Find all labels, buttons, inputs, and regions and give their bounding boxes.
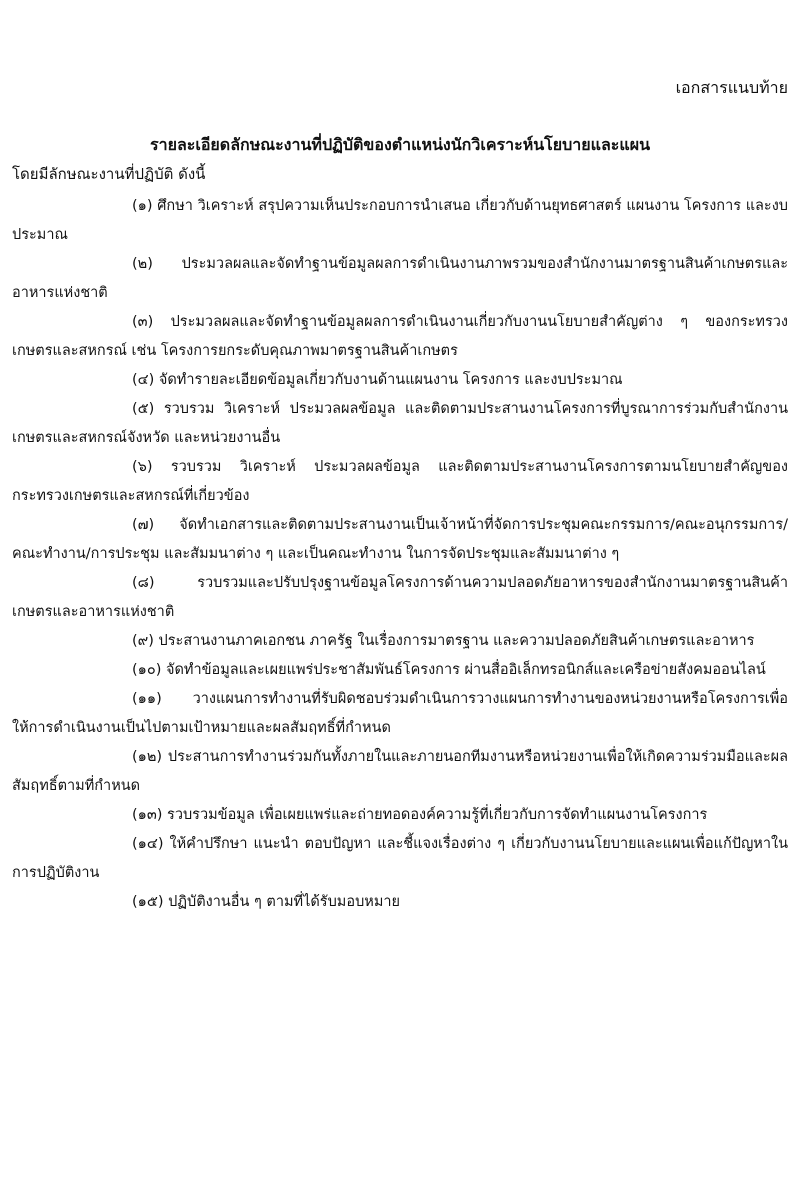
- duty-item-2: (๒) ประมวลผลและจัดทำฐานข้อมูลผลการดำเนินงานภาพรวมของสำนักงานมาตรฐานสินค้าเกษตรและอาหารแห่งชาติ: [12, 256, 788, 301]
- document-intro: โดยมีลักษณะงานที่ปฏิบัติ ดังนี้: [12, 165, 206, 183]
- duty-item-6: (๖) รวบรวม วิเคราะห์ ประมวลผลข้อมูล และติดตามประสานงานโครงการตามนโยบายสำคัญของกระทรวงเกษตรและสหกรณ์ที่เกี่ยวข้อง: [12, 459, 788, 504]
- duty-item-10: (๑๐) จัดทำข้อมูลและเผยแพร่ประชาสัมพันธ์โครงการ ผ่านสื่ออิเล็กทรอนิกส์และเครือข่ายสังคมออนไลน์: [132, 662, 766, 678]
- annex-label: เอกสารแนบท้าย: [675, 78, 788, 97]
- duty-item-5: (๕) รวบรวม วิเคราะห์ ประมวลผลข้อมูล และติดตามประสานงานโครงการที่บูรณาการร่วมกับสำนักงานเกษตรและสหกรณ์จังหวัด และหน่วยงานอื่น: [12, 401, 788, 446]
- document-title: รายละเอียดลักษณะงานที่ปฏิบัติของตำแหน่งนักวิเคราะห์นโยบายและแผน: [150, 135, 650, 154]
- duty-item-15: (๑๕) ปฏิบัติงานอื่น ๆ ตามที่ได้รับมอบหมาย: [132, 894, 401, 910]
- duty-item-14: (๑๔) ให้คำปรึกษา แนะนำ ตอบปัญหา และชี้แจงเรื่องต่าง ๆ เกี่ยวกับงานนโยบายและแผนเพื่อแก้ปัญหาในการปฏิบัติงาน: [12, 836, 788, 881]
- duty-list: [12, 192, 788, 917]
- duty-item-3: (๓) ประมวลผลและจัดทำฐานข้อมูลผลการดำเนินงานเกี่ยวกับงานนโยบายสำคัญต่าง ๆ ของกระทรวงเกษตรและสหกรณ์ เช่น โครงการยกระดับคุณภาพมาตรฐานสินค้าเกษตร: [12, 314, 788, 359]
- duty-item-9: (๙) ประสานงานภาคเอกชน ภาครัฐ ในเรื่องการมาตรฐาน และความปลอดภัยสินค้าเกษตรและอาหาร: [132, 633, 755, 649]
- duty-item-1: (๑) ศึกษา วิเคราะห์ สรุปความเห็นประกอบการนำเสนอ เกี่ยวกับด้านยุทธศาสตร์ แผนงาน โครงการ และงบประมาณ: [12, 198, 788, 243]
- duty-item-11: (๑๑) วางแผนการทำงานที่รับผิดชอบร่วมดำเนินการวางแผนการทำงานของหน่วยงานหรือโครงการเพื่อให้การดำเนินงานเป็นไปตามเป้าหมายและผลสัมฤทธิ์ที่กำหนด: [12, 691, 788, 736]
- duty-item-12: (๑๒) ประสานการทำงานร่วมกันทั้งภายในและภายนอกทีมงานหรือหน่วยงานเพื่อให้เกิดความร่วมมือและผลสัมฤทธิ์ตามที่กำหนด: [12, 749, 788, 794]
- duty-item-13: (๑๓) รวบรวมข้อมูล เพื่อเผยแพร่และถ่ายทอดองค์ความรู้ที่เกี่ยวกับการจัดทำแผนงานโครงการ: [132, 807, 708, 823]
- duty-item-4: (๔) จัดทำรายละเอียดข้อมูลเกี่ยวกับงานด้านแผนงาน โครงการ และงบประมาณ: [132, 372, 623, 388]
- duty-item-7: (๗) จัดทำเอกสารและติดตามประสานงานเป็นเจ้าหน้าที่จัดการประชุมคณะกรรมการ/คณะอนุกรรมการ/คณะทำงาน/การประชุม และสัมมนาต่าง ๆ และเป็นคณะทำงาน ในการจัดประชุมและสัมมนาต่าง ๆ: [12, 517, 788, 562]
- duty-item-8: (๘) รวบรวมและปรับปรุงฐานข้อมูลโครงการด้านความปลอดภัยอาหารของสำนักงานมาตรฐานสินค้าเกษตรและอาหารแห่งชาติ: [12, 575, 788, 620]
